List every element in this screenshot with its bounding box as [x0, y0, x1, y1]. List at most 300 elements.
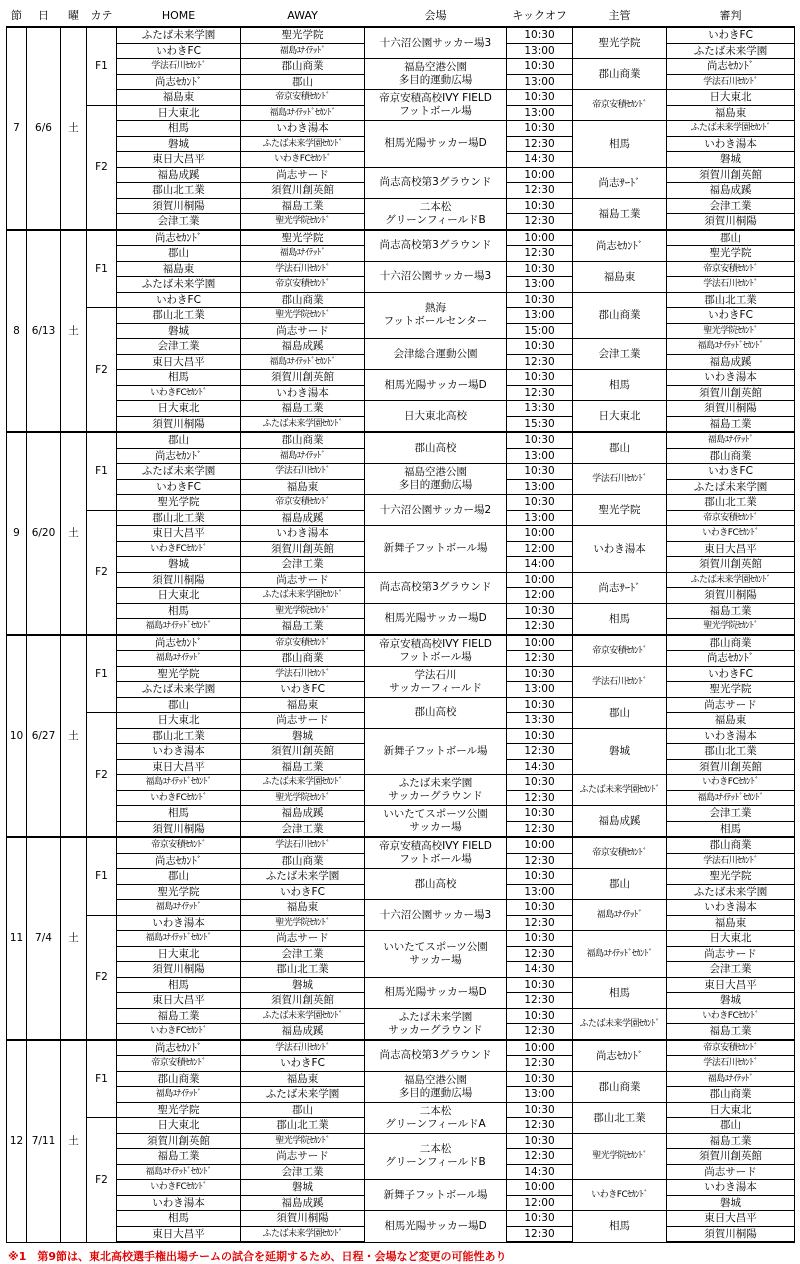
kickoff-time: 10:30: [507, 666, 573, 682]
table-row: [7, 370, 795, 386]
away-team: 聖光学院: [241, 27, 365, 43]
venue-line: フットボール場: [399, 650, 472, 663]
away-team: 尚志サード: [241, 931, 365, 947]
venue-line: 尚志高校第3グラウンド: [379, 1049, 492, 1061]
venue-cell: [365, 572, 507, 603]
kickoff-time: 12:30: [507, 853, 573, 869]
referee-team: いわき湯本: [667, 900, 795, 916]
table-row: [7, 837, 795, 853]
referee-team: 福島成蹊: [667, 183, 795, 199]
referee-team: 学法石川ｾｶﾝﾄﾞ: [667, 853, 795, 869]
host-team: 学法石川ｾｶﾝﾄﾞ: [573, 666, 667, 697]
referee-team: 郡山商業: [667, 635, 795, 651]
away-team: 尚志サード: [241, 713, 365, 729]
referee-team: 福島ﾕﾅｲﾃｯﾄﾞ: [667, 432, 795, 448]
away-team: 聖光学院: [241, 230, 365, 246]
venue-cell: [365, 464, 507, 495]
table-row: [7, 261, 795, 277]
referee-team: ふたば未来学園ｾｶﾝﾄﾞ: [667, 572, 795, 588]
venue-cell: [365, 370, 507, 401]
category-label: F2: [87, 713, 117, 838]
referee-team: 須賀川桐陽: [667, 214, 795, 230]
referee-team: 福島東: [667, 105, 795, 121]
kickoff-time: 13:00: [507, 277, 573, 293]
referee-team: 磐城: [667, 1195, 795, 1211]
away-team: いわき湯本: [241, 121, 365, 137]
away-team: ふたば未来学園ｾｶﾝﾄﾞ: [241, 1226, 365, 1242]
kickoff-time: 13:00: [507, 448, 573, 464]
referee-team: いわき湯本: [667, 728, 795, 744]
venue-line: いいたてスポーツ公園: [383, 808, 488, 820]
table-header: [7, 6, 795, 27]
venue-cell: [365, 900, 507, 931]
round-number: 10: [7, 635, 27, 838]
away-team: 尚志サード: [241, 323, 365, 339]
home-team: 日大東北: [117, 588, 241, 604]
away-team: 福島成蹊: [241, 1024, 365, 1040]
category-label: F1: [87, 432, 117, 510]
away-team: 帝京安積ｾｶﾝﾄﾞ: [241, 90, 365, 106]
table-row: [7, 775, 795, 791]
match-weekday: 土: [61, 230, 87, 433]
referee-team: ふたば未来学園: [667, 479, 795, 495]
kickoff-time: 10:00: [507, 230, 573, 246]
home-team: 磐城: [117, 557, 241, 573]
table-row: [7, 1133, 795, 1149]
kickoff-time: 12:30: [507, 246, 573, 262]
table-row: [7, 931, 795, 947]
host-team: 尚志ｻｰﾄﾞ: [573, 572, 667, 603]
referee-team: ふたば未来学園: [667, 43, 795, 59]
home-team: 磐城: [117, 136, 241, 152]
round-number: 7: [7, 27, 27, 230]
away-team: 学法石川ｾｶﾝﾄﾞ: [241, 261, 365, 277]
away-team: 福島成蹊: [241, 806, 365, 822]
kickoff-time: 12:30: [507, 993, 573, 1009]
away-team: 尚志サード: [241, 572, 365, 588]
kickoff-time: 10:30: [507, 261, 573, 277]
kickoff-time: 12:30: [507, 619, 573, 635]
kickoff-time: 12:30: [507, 946, 573, 962]
venue-cell: [365, 230, 507, 262]
venue-cell: [365, 1008, 507, 1040]
home-team: 東日大昌平: [117, 1226, 241, 1242]
kickoff-time: 14:30: [507, 152, 573, 168]
referee-team: いわきFC: [667, 308, 795, 324]
away-team: 帝京安積ｾｶﾝﾄﾞ: [241, 495, 365, 511]
table-row: [7, 339, 795, 355]
venue-line: 日大東北高校: [404, 409, 467, 422]
referee-team: 日大東北: [667, 1102, 795, 1118]
match-date: 7/4: [27, 837, 61, 1040]
referee-team: 須賀川桐陽: [667, 588, 795, 604]
referee-team: 尚志ｾｶﾝﾄﾞ: [667, 651, 795, 667]
kickoff-time: 10:30: [507, 775, 573, 791]
table-row: [7, 292, 795, 308]
venue-cell: [365, 931, 507, 978]
table-row: [7, 697, 795, 713]
kickoff-time: 12:30: [507, 744, 573, 760]
venue-line: 二本松: [419, 1104, 452, 1117]
host-team: 聖光学院ｾｶﾝﾄﾞ: [573, 1133, 667, 1180]
table-row: [7, 432, 795, 448]
venue-line: 十六沼公園サッカー場3: [379, 270, 492, 282]
kickoff-time: 13:00: [507, 43, 573, 59]
venue-cell: [365, 728, 507, 775]
kickoff-time: 10:30: [507, 728, 573, 744]
home-team: 東日大昌平: [117, 526, 241, 542]
venue-line: 福島空港公園: [404, 466, 467, 478]
home-team: ふたば未来学園: [117, 277, 241, 293]
home-team: 磐城: [117, 323, 241, 339]
table-row: [7, 526, 795, 542]
venue-line: 多目的運動広場: [398, 1086, 473, 1099]
venue-cell: [365, 167, 507, 198]
venue-line: 二本松: [419, 200, 452, 213]
home-team: いわきFC: [117, 43, 241, 59]
kickoff-time: 12:30: [507, 354, 573, 370]
venue-line: 相馬光陽サッカー場D: [384, 378, 487, 391]
away-team: 聖光学院ｾｶﾝﾄﾞ: [241, 1133, 365, 1149]
home-team: ふたば未来学園: [117, 27, 241, 43]
away-team: 福島東: [241, 1071, 365, 1087]
home-team: いわきFC: [117, 292, 241, 308]
table-row: [7, 27, 795, 43]
referee-team: いわきFC: [667, 27, 795, 43]
home-team: 日大東北: [117, 1118, 241, 1134]
venue-line: 相馬光陽サッカー場D: [384, 137, 487, 150]
venue-cell: [365, 1180, 507, 1211]
kickoff-time: 10:30: [507, 1133, 573, 1149]
venue-line: 帝京安積高校IVY FIELD: [379, 637, 492, 650]
host-team: 郡山: [573, 697, 667, 728]
kickoff-time: 14:30: [507, 759, 573, 775]
referee-team: 福島工業: [667, 603, 795, 619]
venue-line: 郡山高校: [414, 877, 457, 890]
home-team: いわきFC: [117, 479, 241, 495]
header-round: 節: [7, 6, 27, 27]
away-team: 福島成蹊: [241, 1195, 365, 1211]
header-host: 主管: [573, 6, 667, 27]
kickoff-time: 13:00: [507, 1087, 573, 1103]
kickoff-time: 10:00: [507, 635, 573, 651]
kickoff-time: 10:00: [507, 572, 573, 588]
home-team: 須賀川桐陽: [117, 821, 241, 837]
category-label: F2: [87, 105, 117, 230]
venue-line: フットボール場: [399, 853, 472, 865]
kickoff-time: 13:00: [507, 105, 573, 121]
schedule-table: [6, 6, 795, 1243]
home-team: 相馬: [117, 977, 241, 993]
home-team: ふたば未来学園: [117, 464, 241, 480]
venue-line: 学法石川: [414, 668, 457, 681]
venue-cell: [365, 603, 507, 635]
home-team: 郡山北工業: [117, 308, 241, 324]
away-team: 福島東: [241, 900, 365, 916]
referee-team: 帝京安積ｾｶﾝﾄﾞ: [667, 1040, 795, 1056]
kickoff-time: 12:30: [507, 1118, 573, 1134]
venue-cell: [365, 432, 507, 464]
host-team: いわき湯本: [573, 526, 667, 573]
home-team: 郡山北工業: [117, 183, 241, 199]
host-team: 相馬: [573, 977, 667, 1008]
kickoff-time: 10:00: [507, 1040, 573, 1056]
table-row: [7, 1071, 795, 1087]
kickoff-time: 12:00: [507, 1195, 573, 1211]
referee-team: 帝京安積ｾｶﾝﾄﾞ: [667, 261, 795, 277]
referee-team: 東日大昌平: [667, 541, 795, 557]
category-label: F1: [87, 27, 117, 105]
away-team: いわきFC: [241, 682, 365, 698]
away-team: ふたば未来学園ｾｶﾝﾄﾞ: [241, 588, 365, 604]
home-team: 東日大昌平: [117, 354, 241, 370]
home-team: 聖光学院: [117, 884, 241, 900]
venue-line: サッカーフィールド: [389, 681, 482, 694]
venue-cell: [365, 59, 507, 90]
referee-team: 会津工業: [667, 806, 795, 822]
host-team: 福島工業: [573, 198, 667, 230]
host-team: 学法石川ｾｶﾝﾄﾞ: [573, 464, 667, 495]
home-team: 日大東北: [117, 401, 241, 417]
away-team: 磐城: [241, 1180, 365, 1196]
away-team: いわきFC: [241, 1056, 365, 1072]
match-weekday: 土: [61, 1040, 87, 1243]
round-number: 12: [7, 1040, 27, 1243]
home-team: いわき湯本: [117, 915, 241, 931]
away-team: 郡山商業: [241, 432, 365, 448]
home-team: 日大東北: [117, 105, 241, 121]
away-team: 学法石川ｾｶﾝﾄﾞ: [241, 666, 365, 682]
venue-line: サッカーグラウンド: [388, 1023, 483, 1036]
match-weekday: 土: [61, 27, 87, 230]
kickoff-time: 13:00: [507, 884, 573, 900]
host-team: 郡山: [573, 869, 667, 900]
host-team: 尚志ｾｶﾝﾄﾞ: [573, 230, 667, 262]
home-team: 東日大昌平: [117, 759, 241, 775]
away-team: 福島ﾕﾅｲﾃｯﾄﾞ: [241, 246, 365, 262]
venue-cell: [365, 775, 507, 806]
kickoff-time: 14:30: [507, 962, 573, 978]
host-team: 福島東: [573, 261, 667, 292]
venue-cell: [365, 697, 507, 728]
home-team: いわき湯本: [117, 744, 241, 760]
away-team: ふたば未来学園ｾｶﾝﾄﾞ: [241, 136, 365, 152]
kickoff-time: 10:00: [507, 1180, 573, 1196]
referee-team: 福島ﾕﾅｲﾃｯﾄﾞｾｶﾝﾄﾞ: [667, 790, 795, 806]
venue-line: フットボール場: [399, 105, 472, 117]
home-team: 尚志ｾｶﾝﾄﾞ: [117, 1040, 241, 1056]
table-row: [7, 1180, 795, 1196]
away-team: 磐城: [241, 977, 365, 993]
home-team: 福島ﾕﾅｲﾃｯﾄﾞ: [117, 1087, 241, 1103]
home-team: いわきFCｾｶﾝﾄﾞ: [117, 1024, 241, 1040]
home-team: 福島ﾕﾅｲﾃｯﾄﾞ: [117, 900, 241, 916]
home-team: 須賀川桐陽: [117, 416, 241, 432]
host-team: 相馬: [573, 370, 667, 401]
venue-line: サッカー場: [409, 953, 462, 966]
host-team: 相馬: [573, 121, 667, 168]
referee-team: 郡山北工業: [667, 495, 795, 511]
venue-cell: [365, 495, 507, 526]
kickoff-time: 10:30: [507, 464, 573, 480]
category-label: F2: [87, 510, 117, 635]
home-team: 相馬: [117, 603, 241, 619]
category-label: F2: [87, 308, 117, 433]
referee-team: 福島ﾕﾅｲﾃｯﾄﾞｾｶﾝﾄﾞ: [667, 339, 795, 355]
venue-line: サッカー場: [409, 821, 462, 833]
referee-team: 福島工業: [667, 416, 795, 432]
match-date: 6/27: [27, 635, 61, 838]
venue-cell: [365, 1133, 507, 1180]
header-kickoff: キックオフ: [507, 6, 573, 27]
venue-line: 二本松: [419, 1143, 452, 1156]
venue-line: 尚志高校第3グラウンド: [379, 239, 492, 251]
away-team: いわき湯本: [241, 526, 365, 542]
host-team: 帝京安積ｾｶﾝﾄﾞ: [573, 90, 667, 121]
referee-team: 郡山: [667, 1118, 795, 1134]
venue-line: フットボールセンター: [383, 315, 488, 328]
away-team: 帝京安積ｾｶﾝﾄﾞ: [241, 277, 365, 293]
home-team: いわきFCｾｶﾝﾄﾞ: [117, 385, 241, 401]
kickoff-time: 12:30: [507, 385, 573, 401]
host-team: 福島ﾕﾅｲﾃｯﾄﾞ: [573, 900, 667, 931]
kickoff-time: 12:30: [507, 915, 573, 931]
home-team: 帝京安積ｾｶﾝﾄﾞ: [117, 837, 241, 853]
venue-line: 熱海: [425, 302, 446, 315]
host-team: 日大東北: [573, 401, 667, 433]
table-row: [7, 90, 795, 106]
away-team: ふたば未来学園: [241, 869, 365, 885]
home-team: 福島ﾕﾅｲﾃｯﾄﾞｾｶﾝﾄﾞ: [117, 931, 241, 947]
venue-line: 相馬光陽サッカー場D: [384, 1219, 487, 1232]
venue-cell: [365, 1071, 507, 1102]
match-date: 6/6: [27, 27, 61, 230]
kickoff-time: 12:30: [507, 183, 573, 199]
kickoff-time: 12:30: [507, 790, 573, 806]
referee-team: 東日大昌平: [667, 1211, 795, 1227]
away-team: 須賀川創英館: [241, 370, 365, 386]
referee-team: 帝京安積ｾｶﾝﾄﾞ: [667, 510, 795, 526]
venue-line: 多目的運動広場: [398, 74, 473, 86]
venue-cell: [365, 666, 507, 697]
away-team: 会津工業: [241, 821, 365, 837]
venue-line: 会津総合運動公園: [393, 347, 478, 360]
away-team: 聖光学院ｾｶﾝﾄﾞ: [241, 308, 365, 324]
referee-team: いわきFC: [667, 464, 795, 480]
kickoff-time: 14:30: [507, 1164, 573, 1180]
referee-team: いわき湯本: [667, 370, 795, 386]
header-weekday: 曜: [61, 6, 87, 27]
table-row: [7, 603, 795, 619]
venue-cell: [365, 90, 507, 121]
host-team: ふたば未来学園ｾｶﾝﾄﾞ: [573, 1008, 667, 1040]
venue-line: 福島空港公園: [404, 61, 467, 73]
kickoff-time: 10:30: [507, 27, 573, 43]
venue-cell: [365, 1102, 507, 1133]
away-team: 郡山商業: [241, 292, 365, 308]
home-team: 須賀川桐陽: [117, 198, 241, 214]
referee-team: いわきFCｾｶﾝﾄﾞ: [667, 775, 795, 791]
referee-team: 福島工業: [667, 1133, 795, 1149]
host-team: 郡山: [573, 432, 667, 464]
venue-cell: [365, 121, 507, 168]
referee-team: 尚志サード: [667, 697, 795, 713]
home-team: 相馬: [117, 1211, 241, 1227]
home-team: 東日大昌平: [117, 152, 241, 168]
venue-line: サッカーグラウンド: [388, 790, 483, 802]
referee-team: ふたば未来学園: [667, 884, 795, 900]
header-away: AWAY: [241, 6, 365, 27]
kickoff-time: 13:00: [507, 510, 573, 526]
kickoff-time: 10:30: [507, 432, 573, 448]
referee-team: 聖光学院: [667, 246, 795, 262]
referee-team: 尚志サード: [667, 946, 795, 962]
home-team: 須賀川創英館: [117, 1133, 241, 1149]
away-team: 聖光学院ｾｶﾝﾄﾞ: [241, 603, 365, 619]
away-team: 郡山商業: [241, 853, 365, 869]
kickoff-time: 10:30: [507, 339, 573, 355]
away-team: いわきFCｾｶﾝﾄﾞ: [241, 152, 365, 168]
home-team: 郡山北工業: [117, 728, 241, 744]
table-row: [7, 198, 795, 214]
venue-cell: [365, 869, 507, 900]
home-team: 福島ﾕﾅｲﾃｯﾄﾞｾｶﾝﾄﾞ: [117, 775, 241, 791]
venue-cell: [365, 806, 507, 838]
venue-cell: [365, 339, 507, 370]
host-team: 尚志ｻｰﾄﾞ: [573, 167, 667, 198]
home-team: 相馬: [117, 370, 241, 386]
away-team: 福島ﾕﾅｲﾃｯﾄﾞｾｶﾝﾄﾞ: [241, 354, 365, 370]
host-team: 会津工業: [573, 339, 667, 370]
away-team: 須賀川創英館: [241, 744, 365, 760]
match-weekday: 土: [61, 837, 87, 1040]
host-team: 相馬: [573, 603, 667, 635]
away-team: 郡山商業: [241, 651, 365, 667]
venue-cell: [365, 1040, 507, 1072]
home-team: 須賀川桐陽: [117, 572, 241, 588]
header-home: HOME: [117, 6, 241, 27]
table-row: [7, 635, 795, 651]
away-team: 帝京安積ｾｶﾝﾄﾞ: [241, 635, 365, 651]
kickoff-time: 10:30: [507, 1071, 573, 1087]
referee-team: いわきFCｾｶﾝﾄﾞ: [667, 1008, 795, 1024]
home-team: 福島成蹊: [117, 167, 241, 183]
away-team: 須賀川創英館: [241, 993, 365, 1009]
referee-team: 尚志ｾｶﾝﾄﾞ: [667, 59, 795, 75]
home-team: 福島ﾕﾅｲﾃｯﾄﾞｾｶﾝﾄﾞ: [117, 619, 241, 635]
kickoff-time: 15:00: [507, 323, 573, 339]
referee-team: いわきFCｾｶﾝﾄﾞ: [667, 526, 795, 542]
away-team: 聖光学院ｾｶﾝﾄﾞ: [241, 214, 365, 230]
referee-team: いわき湯本: [667, 136, 795, 152]
referee-team: 須賀川創英館: [667, 557, 795, 573]
home-team: 聖光学院: [117, 666, 241, 682]
home-team: 福島東: [117, 90, 241, 106]
home-team: ふたば未来学園: [117, 682, 241, 698]
kickoff-time: 10:30: [507, 931, 573, 947]
home-team: 帝京安積ｾｶﾝﾄﾞ: [117, 1056, 241, 1072]
away-team: 福島工業: [241, 401, 365, 417]
kickoff-time: 12:30: [507, 821, 573, 837]
kickoff-time: 13:00: [507, 682, 573, 698]
referee-team: 聖光学院ｾｶﾝﾄﾞ: [667, 619, 795, 635]
kickoff-time: 10:30: [507, 198, 573, 214]
venue-line: ふたば未来学園: [398, 1010, 473, 1023]
kickoff-time: 12:30: [507, 214, 573, 230]
kickoff-time: 14:00: [507, 557, 573, 573]
category-label: F2: [87, 1118, 117, 1243]
referee-team: 尚志サード: [667, 1164, 795, 1180]
